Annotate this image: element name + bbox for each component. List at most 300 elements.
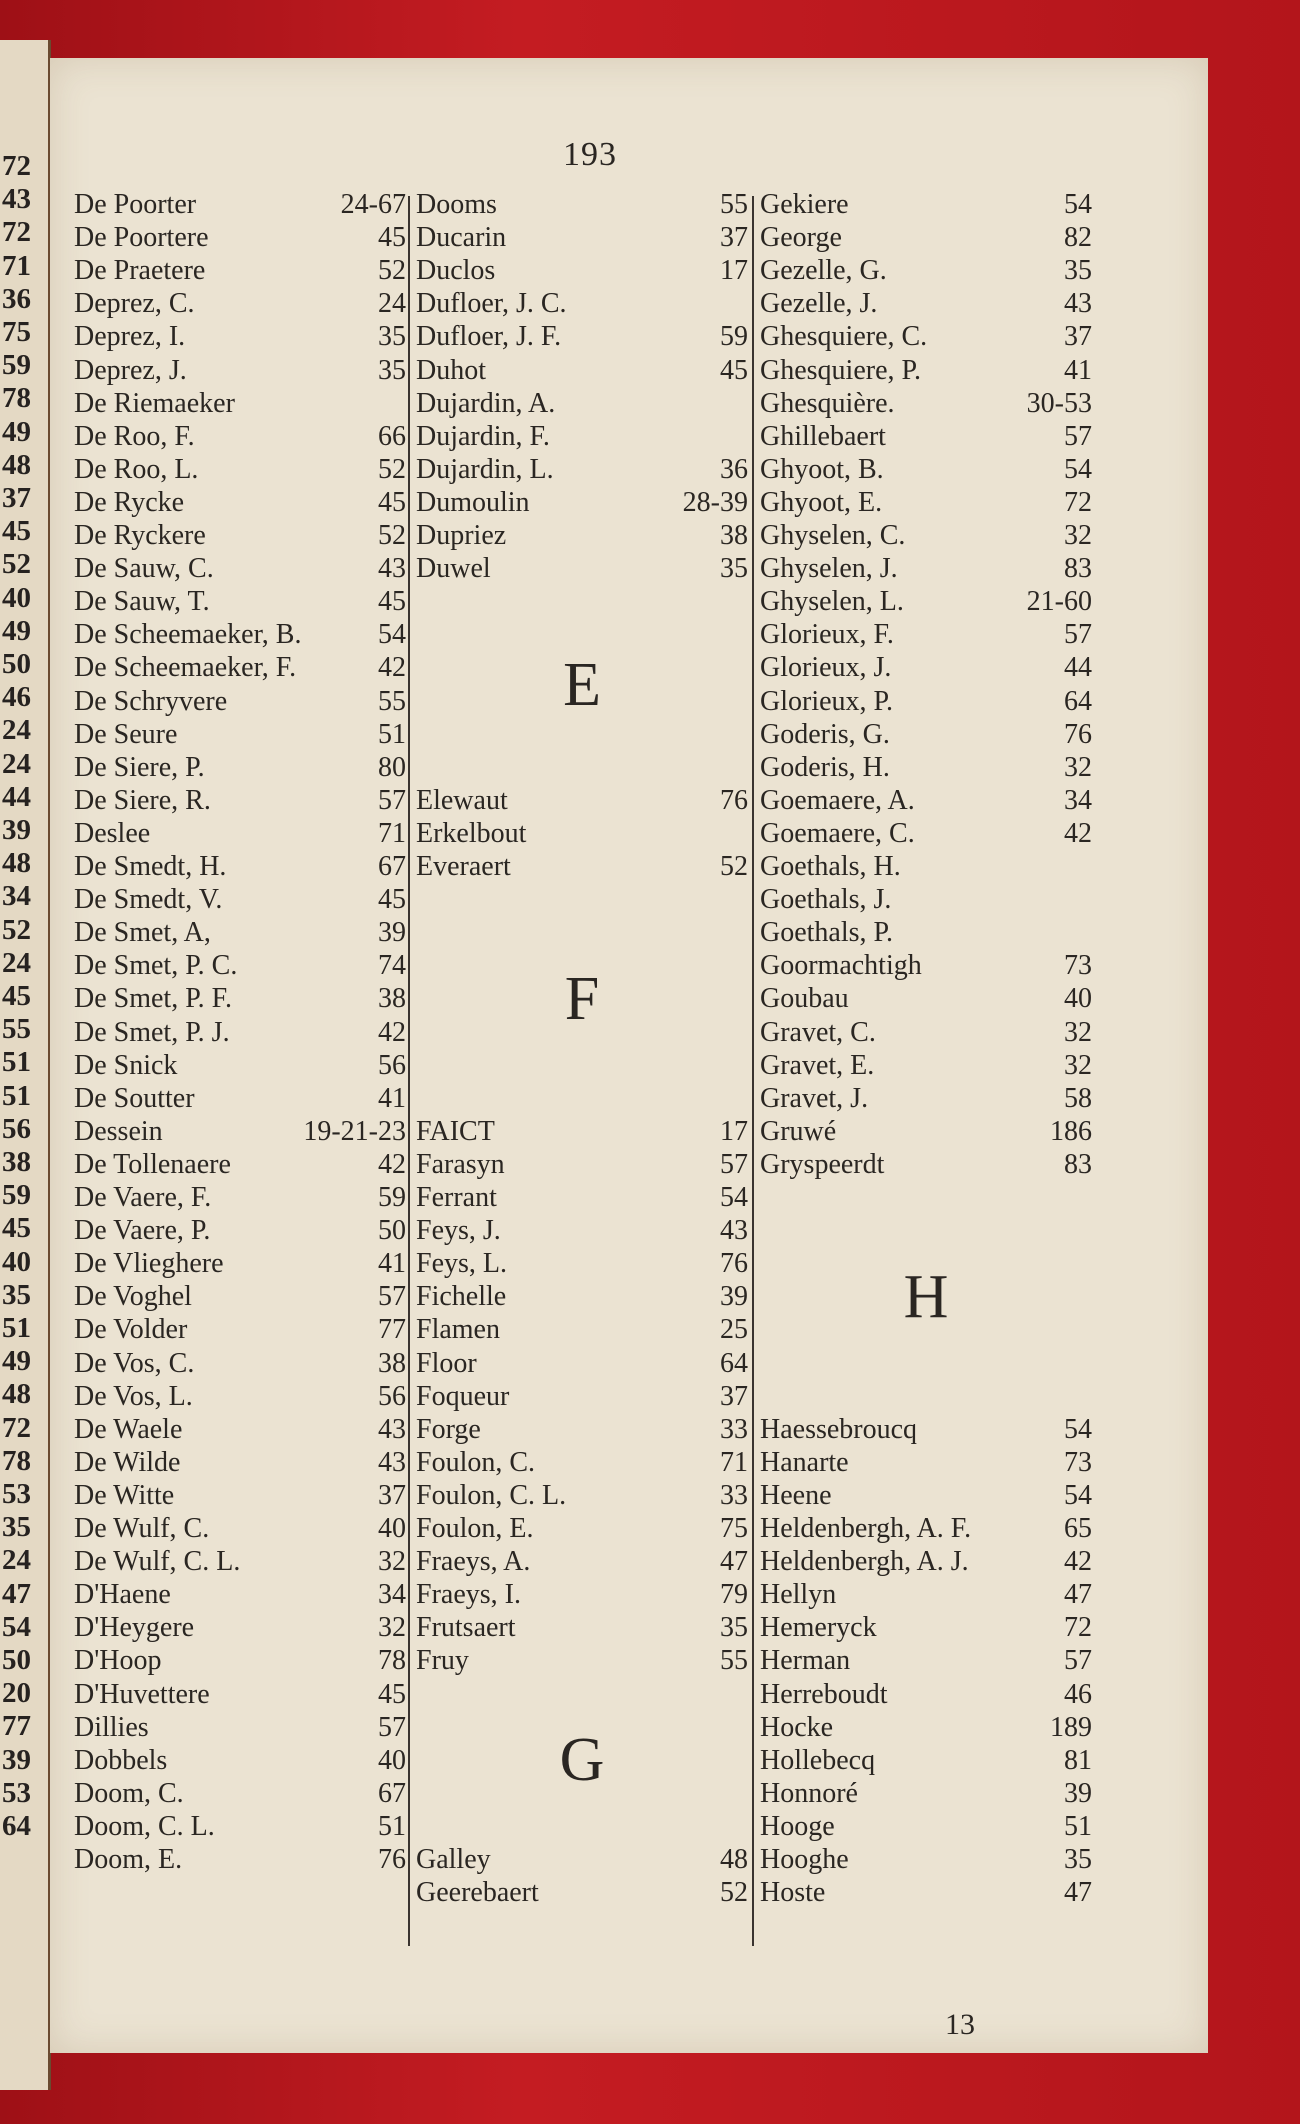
entry-name: FAICT bbox=[416, 1115, 495, 1147]
index-entry bbox=[760, 817, 1092, 850]
entry-pages: 66 bbox=[378, 420, 406, 452]
prev-page-number: 50 bbox=[2, 1644, 31, 1676]
entry-name: De Vaere, P. bbox=[74, 1215, 211, 1247]
entry-pages: 59 bbox=[378, 1182, 406, 1213]
index-entry bbox=[74, 486, 406, 519]
entry-pages: 77 bbox=[378, 1314, 406, 1346]
entry-name: Everaert bbox=[416, 851, 511, 882]
prev-page-number: 48 bbox=[2, 847, 31, 880]
entry-pages: 57 bbox=[1064, 420, 1092, 452]
prev-page-number: 78 bbox=[2, 382, 31, 415]
entry-name: Ghyoot, E. bbox=[760, 486, 883, 518]
index-entry bbox=[416, 1115, 748, 1148]
entry-pages: 43 bbox=[378, 1446, 406, 1478]
index-entry bbox=[760, 1016, 1092, 1049]
entry-pages: 33 bbox=[720, 1479, 748, 1511]
entry-name: De Schryvere bbox=[74, 685, 228, 717]
entry-name: De Witte bbox=[74, 1479, 175, 1511]
index-entry bbox=[760, 254, 1092, 287]
index-entry bbox=[74, 420, 406, 453]
index-entry bbox=[74, 1744, 406, 1777]
entry-pages: 54 bbox=[1064, 1479, 1092, 1511]
entry-pages: 71 bbox=[378, 817, 406, 849]
entry-name: Ghesquière. bbox=[760, 387, 895, 419]
index-entry bbox=[760, 519, 1092, 552]
entry-pages: 34 bbox=[1064, 784, 1092, 816]
entry-pages: 51 bbox=[378, 718, 406, 750]
prev-page-number: 51 bbox=[2, 1312, 31, 1344]
entry-pages: 76 bbox=[1064, 718, 1092, 750]
entry-name: De Roo, F. bbox=[74, 420, 195, 452]
entry-name: De Riemaeker bbox=[74, 387, 235, 419]
entry-pages: 57 bbox=[1064, 1645, 1092, 1677]
entry-pages: 48 bbox=[720, 1844, 748, 1875]
index-entry bbox=[760, 585, 1092, 618]
index-entry bbox=[74, 552, 406, 585]
index-entry bbox=[74, 1678, 406, 1711]
index-entry bbox=[760, 188, 1092, 221]
entry-pages: 56 bbox=[378, 1049, 406, 1081]
index-entry bbox=[416, 1479, 748, 1512]
index-entry bbox=[760, 1876, 1092, 1909]
index-column-1 bbox=[70, 188, 410, 1958]
entry-name: Frutsaert bbox=[416, 1612, 516, 1644]
entry-pages: 83 bbox=[1064, 553, 1092, 585]
index-entry bbox=[74, 1413, 406, 1446]
prev-page-number: 78 bbox=[2, 1444, 31, 1477]
index-entry bbox=[416, 1512, 748, 1545]
entry-pages: 82 bbox=[1064, 222, 1092, 254]
prev-page-number: 39 bbox=[2, 1743, 31, 1776]
entry-pages: 52 bbox=[720, 1877, 748, 1909]
entry-pages: 35 bbox=[1064, 1844, 1092, 1875]
prev-page-number: 52 bbox=[2, 548, 31, 581]
index-entry bbox=[760, 486, 1092, 519]
entry-name: De Vos, L. bbox=[74, 1380, 193, 1412]
index-entry bbox=[760, 1446, 1092, 1479]
index-entry bbox=[74, 585, 406, 618]
index-entry bbox=[760, 453, 1092, 486]
entry-pages: 35 bbox=[720, 553, 748, 585]
index-entry bbox=[760, 718, 1092, 751]
entry-name: Doom, C. bbox=[74, 1777, 184, 1809]
prev-page-number: 72 bbox=[2, 1411, 31, 1444]
entry-name: De Praetere bbox=[74, 255, 206, 287]
entry-pages: 42 bbox=[378, 1148, 406, 1180]
index-entry bbox=[760, 552, 1092, 585]
prev-page-number: 36 bbox=[2, 282, 31, 315]
entry-name: Ferrant bbox=[416, 1182, 497, 1213]
index-entry bbox=[760, 1082, 1092, 1115]
index-entry bbox=[416, 1380, 748, 1413]
index-entry bbox=[74, 784, 406, 817]
entry-pages: 67 bbox=[378, 851, 406, 882]
entry-pages: 58 bbox=[1064, 1082, 1092, 1114]
entry-pages: 72 bbox=[1064, 1612, 1092, 1644]
entry-name: Ghillebaert bbox=[760, 420, 886, 452]
prev-page-number: 55 bbox=[2, 1013, 31, 1046]
index-entry bbox=[74, 685, 406, 718]
entry-pages: 73 bbox=[1064, 950, 1092, 982]
index-entry bbox=[416, 1280, 748, 1313]
index-entry bbox=[760, 1711, 1092, 1744]
entry-name: Goubau bbox=[760, 983, 849, 1015]
entry-pages: 71 bbox=[720, 1446, 748, 1478]
entry-name: Gezelle, J. bbox=[760, 288, 878, 320]
index-entry bbox=[74, 1313, 406, 1346]
entry-pages: 47 bbox=[1064, 1877, 1092, 1909]
index-entry bbox=[74, 1611, 406, 1644]
prev-page-number: 48 bbox=[2, 1378, 31, 1411]
index-entry bbox=[74, 1115, 406, 1148]
index-entry bbox=[760, 1479, 1092, 1512]
entry-pages: 24-67 bbox=[340, 189, 406, 220]
index-entry bbox=[74, 1810, 406, 1843]
entry-name: Forge bbox=[416, 1413, 481, 1445]
entry-name: Feys, L. bbox=[416, 1248, 507, 1280]
entry-name: Doom, E. bbox=[74, 1844, 183, 1875]
entry-name: Gruwé bbox=[760, 1115, 837, 1147]
entry-pages: 57 bbox=[378, 784, 406, 816]
entry-name: Heene bbox=[760, 1479, 832, 1511]
entry-name: Ghesquiere, C. bbox=[760, 321, 928, 353]
entry-pages: 57 bbox=[378, 1281, 406, 1313]
entry-pages: 44 bbox=[1064, 652, 1092, 684]
index-entry bbox=[74, 982, 406, 1015]
prev-page-number: 59 bbox=[2, 349, 31, 382]
entry-pages: 38 bbox=[720, 520, 748, 551]
page-number: 193 bbox=[563, 136, 617, 173]
index-entry bbox=[416, 420, 748, 453]
index-entry bbox=[416, 552, 748, 585]
prev-page-number: 51 bbox=[2, 1046, 31, 1079]
entry-name: Dujardin, A. bbox=[416, 387, 556, 419]
entry-name: Dujardin, L. bbox=[416, 453, 554, 485]
prev-page-number: 45 bbox=[2, 980, 31, 1012]
entry-pages: 76 bbox=[378, 1844, 406, 1875]
prev-page-number: 45 bbox=[2, 1212, 31, 1245]
index-entry bbox=[760, 354, 1092, 387]
index-entry bbox=[416, 817, 748, 850]
entry-pages: 54 bbox=[1064, 453, 1092, 485]
entry-pages: 32 bbox=[1064, 520, 1092, 551]
entry-pages: 55 bbox=[720, 1645, 748, 1677]
index-entry bbox=[74, 1380, 406, 1413]
entry-name: De Poorter bbox=[74, 189, 197, 220]
entry-pages: 41 bbox=[378, 1082, 406, 1114]
section-letter-h: H bbox=[903, 1262, 949, 1331]
prev-page-number: 39 bbox=[2, 814, 31, 846]
entry-pages: 47 bbox=[1064, 1579, 1092, 1611]
prev-page-number: 49 bbox=[2, 614, 31, 647]
index-entry bbox=[760, 651, 1092, 684]
index-entry bbox=[74, 1843, 406, 1876]
entry-pages: 17 bbox=[720, 1115, 748, 1147]
prev-page-number: 71 bbox=[2, 249, 31, 282]
index-entry bbox=[416, 486, 748, 519]
entry-pages: 57 bbox=[378, 1711, 406, 1743]
prev-page-number: 53 bbox=[2, 1478, 31, 1510]
index-entry bbox=[760, 387, 1092, 420]
entry-name: Elewaut bbox=[416, 784, 508, 816]
entry-name: De Seure bbox=[74, 718, 178, 750]
entry-name: De Poortere bbox=[74, 222, 209, 254]
index-entry bbox=[416, 1843, 748, 1876]
entry-name: Heldenbergh, A. F. bbox=[760, 1513, 972, 1544]
entry-pages: 189 bbox=[1050, 1711, 1092, 1743]
entry-name: Gravet, C. bbox=[760, 1016, 876, 1048]
prev-page-number: 38 bbox=[2, 1146, 31, 1178]
entry-name: Ducarin bbox=[416, 222, 507, 254]
index-entry bbox=[760, 982, 1092, 1015]
entry-name: D'Haene bbox=[74, 1579, 171, 1611]
entry-pages: 75 bbox=[720, 1513, 748, 1544]
index-entry bbox=[760, 784, 1092, 817]
index-entry bbox=[74, 1016, 406, 1049]
entry-name: Dooms bbox=[416, 189, 497, 220]
prev-page-number: 20 bbox=[2, 1677, 31, 1710]
index-entry bbox=[760, 320, 1092, 353]
prev-page-number: 46 bbox=[2, 681, 31, 714]
entry-name: Deprez, J. bbox=[74, 354, 187, 386]
prev-page-number: 40 bbox=[2, 1245, 31, 1278]
entry-name: Ghyselen, L. bbox=[760, 586, 904, 618]
entry-name: De Roo, L. bbox=[74, 453, 199, 485]
prev-page-number: 59 bbox=[2, 1179, 31, 1212]
index-entry bbox=[416, 1214, 748, 1247]
entry-name: De Volder bbox=[74, 1314, 188, 1346]
entry-pages: 46 bbox=[1064, 1678, 1092, 1710]
index-entry bbox=[74, 254, 406, 287]
entry-pages: 32 bbox=[1064, 1049, 1092, 1081]
entry-pages: 34 bbox=[378, 1579, 406, 1611]
entry-name: Fruy bbox=[416, 1645, 469, 1677]
entry-pages: 37 bbox=[720, 222, 748, 254]
prev-page-number: 50 bbox=[2, 648, 31, 680]
prev-page-number: 43 bbox=[2, 183, 31, 216]
index-entry bbox=[416, 254, 748, 287]
entry-pages: 42 bbox=[378, 1016, 406, 1048]
index-entry bbox=[760, 1512, 1092, 1545]
entry-pages: 64 bbox=[1064, 685, 1092, 717]
index-entry bbox=[416, 1313, 748, 1346]
entry-pages: 83 bbox=[1064, 1148, 1092, 1180]
index-entry bbox=[74, 1578, 406, 1611]
index-entry bbox=[74, 949, 406, 982]
entry-pages: 19-21-23 bbox=[303, 1115, 406, 1147]
entry-pages: 43 bbox=[720, 1215, 748, 1247]
index-entry bbox=[416, 221, 748, 254]
index-entry bbox=[760, 420, 1092, 453]
index-entry bbox=[760, 850, 1092, 883]
entry-name: De Waele bbox=[74, 1413, 183, 1445]
entry-name: Hollebecq bbox=[760, 1744, 876, 1776]
index-entry bbox=[416, 188, 748, 221]
entry-name: Hemeryck bbox=[760, 1612, 877, 1644]
index-entry bbox=[760, 1777, 1092, 1810]
entry-name: Ghesquiere, P. bbox=[760, 354, 921, 386]
entry-name: De Sauw, C. bbox=[74, 553, 214, 585]
entry-name: Herman bbox=[760, 1645, 851, 1677]
entry-name: De Voghel bbox=[74, 1281, 192, 1313]
index-entry bbox=[74, 718, 406, 751]
index-entry bbox=[416, 320, 748, 353]
index-entry bbox=[760, 1644, 1092, 1677]
entry-pages: 67 bbox=[378, 1777, 406, 1809]
prev-page-number: 24 bbox=[2, 1544, 31, 1577]
entry-name: Dobbels bbox=[74, 1744, 168, 1776]
entry-pages: 17 bbox=[720, 255, 748, 287]
entry-pages: 64 bbox=[720, 1347, 748, 1379]
index-column-3 bbox=[756, 188, 1096, 1958]
entry-pages: 45 bbox=[720, 354, 748, 386]
entry-pages: 45 bbox=[378, 586, 406, 618]
entry-pages: 55 bbox=[378, 685, 406, 717]
prev-page-number: 24 bbox=[2, 714, 31, 747]
index-entry bbox=[760, 1115, 1092, 1148]
entry-pages: 41 bbox=[378, 1248, 406, 1280]
entry-pages: 54 bbox=[378, 619, 406, 651]
entry-pages: 43 bbox=[1064, 288, 1092, 320]
entry-name: Farasyn bbox=[416, 1148, 505, 1180]
entry-pages: 42 bbox=[378, 652, 406, 684]
entry-pages: 76 bbox=[720, 784, 748, 816]
entry-name: D'Hoop bbox=[74, 1645, 162, 1677]
entry-pages: 42 bbox=[1064, 1546, 1092, 1578]
entry-name: Ghyselen, C. bbox=[760, 520, 906, 551]
index-page bbox=[50, 58, 1208, 2053]
entry-name: D'Heygere bbox=[74, 1612, 195, 1644]
index-entry bbox=[760, 1545, 1092, 1578]
entry-pages: 36 bbox=[720, 453, 748, 485]
index-entry bbox=[74, 1247, 406, 1280]
entry-name: De Scheemaeker, F. bbox=[74, 652, 297, 684]
index-entry bbox=[416, 453, 748, 486]
entry-name: Glorieux, J. bbox=[760, 652, 892, 684]
entry-name: De Smet, P. C. bbox=[74, 950, 238, 982]
entry-name: Goderis, H. bbox=[760, 751, 890, 783]
entry-pages: 25 bbox=[720, 1314, 748, 1346]
entry-pages: 39 bbox=[720, 1281, 748, 1313]
index-entry bbox=[74, 1777, 406, 1810]
prev-page-number: 51 bbox=[2, 1079, 31, 1112]
entry-pages: 30-53 bbox=[1026, 387, 1092, 419]
entry-name: De Soutter bbox=[74, 1082, 195, 1114]
entry-pages: 41 bbox=[1064, 354, 1092, 386]
entry-pages: 21-60 bbox=[1026, 586, 1092, 618]
entry-pages: 37 bbox=[378, 1479, 406, 1511]
index-entry bbox=[74, 1644, 406, 1677]
index-entry bbox=[74, 883, 406, 916]
index-entry bbox=[74, 618, 406, 651]
entry-pages: 37 bbox=[720, 1380, 748, 1412]
entry-name: Heldenbergh, A. J. bbox=[760, 1546, 969, 1578]
entry-name: Glorieux, F. bbox=[760, 619, 894, 651]
entry-pages: 32 bbox=[378, 1546, 406, 1578]
prev-page-number: 37 bbox=[2, 482, 31, 514]
index-entry bbox=[760, 1049, 1092, 1082]
entry-name: Duhot bbox=[416, 354, 486, 386]
index-entry bbox=[74, 1148, 406, 1181]
index-entry bbox=[760, 1810, 1092, 1843]
entry-pages: 52 bbox=[378, 520, 406, 551]
entry-name: Duclos bbox=[416, 255, 496, 287]
index-entry bbox=[416, 1578, 748, 1611]
entry-pages: 45 bbox=[378, 1678, 406, 1710]
index-entry bbox=[74, 751, 406, 784]
entry-name: Haessebroucq bbox=[760, 1413, 918, 1445]
entry-name: Hooge bbox=[760, 1810, 835, 1842]
index-entry bbox=[416, 1181, 748, 1214]
entry-pages: 38 bbox=[378, 983, 406, 1015]
entry-name: Dumoulin bbox=[416, 486, 530, 518]
entry-pages: 32 bbox=[378, 1612, 406, 1644]
entry-name: Fichelle bbox=[416, 1281, 507, 1313]
index-entry bbox=[74, 221, 406, 254]
index-entry bbox=[760, 949, 1092, 982]
prev-page-number: 34 bbox=[2, 880, 31, 913]
entry-pages: 45 bbox=[378, 486, 406, 518]
entry-name: Goethals, J. bbox=[760, 884, 892, 916]
prev-page-number: 56 bbox=[2, 1112, 31, 1145]
entry-pages: 80 bbox=[378, 751, 406, 783]
index-entry bbox=[416, 387, 748, 420]
index-entry bbox=[74, 519, 406, 552]
column-rule bbox=[752, 196, 754, 1946]
index-entry bbox=[416, 1611, 748, 1644]
entry-pages: 38 bbox=[378, 1347, 406, 1379]
entry-pages: 54 bbox=[1064, 1413, 1092, 1445]
index-entry bbox=[760, 1843, 1092, 1876]
entry-name: De Ryckere bbox=[74, 520, 206, 551]
prev-page-number: 53 bbox=[2, 1776, 31, 1809]
entry-name: D'Huvettere bbox=[74, 1678, 210, 1710]
entry-name: Hoste bbox=[760, 1877, 826, 1909]
index-entry bbox=[760, 221, 1092, 254]
entry-name: Dufloer, J. F. bbox=[416, 321, 562, 353]
entry-name: De Siere, R. bbox=[74, 784, 211, 816]
entry-name: Goemaere, A. bbox=[760, 784, 915, 816]
entry-pages: 76 bbox=[720, 1248, 748, 1280]
prev-page-number: 24 bbox=[2, 946, 31, 979]
entry-name: George bbox=[760, 222, 842, 254]
entry-name: De Wulf, C. L. bbox=[74, 1546, 241, 1578]
entry-name: Fraeys, I. bbox=[416, 1579, 521, 1611]
entry-name: Gryspeerdt bbox=[760, 1148, 885, 1180]
entry-pages: 51 bbox=[378, 1810, 406, 1842]
entry-name: Deprez, I. bbox=[74, 321, 186, 353]
entry-pages: 39 bbox=[378, 917, 406, 949]
entry-name: Gravet, E. bbox=[760, 1049, 875, 1081]
prev-page-number: 54 bbox=[2, 1610, 31, 1643]
prev-page-number: 45 bbox=[2, 515, 31, 548]
index-entry bbox=[416, 1413, 748, 1446]
entry-name: Foulon, E. bbox=[416, 1513, 534, 1544]
index-entry bbox=[416, 1347, 748, 1380]
entry-pages: 32 bbox=[1064, 1016, 1092, 1048]
prev-page-number: 47 bbox=[2, 1577, 31, 1610]
index-entry bbox=[416, 850, 748, 883]
index-column-2 bbox=[412, 188, 752, 1958]
entry-pages: 33 bbox=[720, 1413, 748, 1445]
index-entry bbox=[760, 618, 1092, 651]
entry-name: Ghyoot, B. bbox=[760, 453, 884, 485]
entry-name: Fraeys, A. bbox=[416, 1546, 531, 1578]
entry-name: Glorieux, P. bbox=[760, 685, 893, 717]
entry-name: Dupriez bbox=[416, 520, 507, 551]
index-entry bbox=[74, 1082, 406, 1115]
index-entry bbox=[416, 354, 748, 387]
